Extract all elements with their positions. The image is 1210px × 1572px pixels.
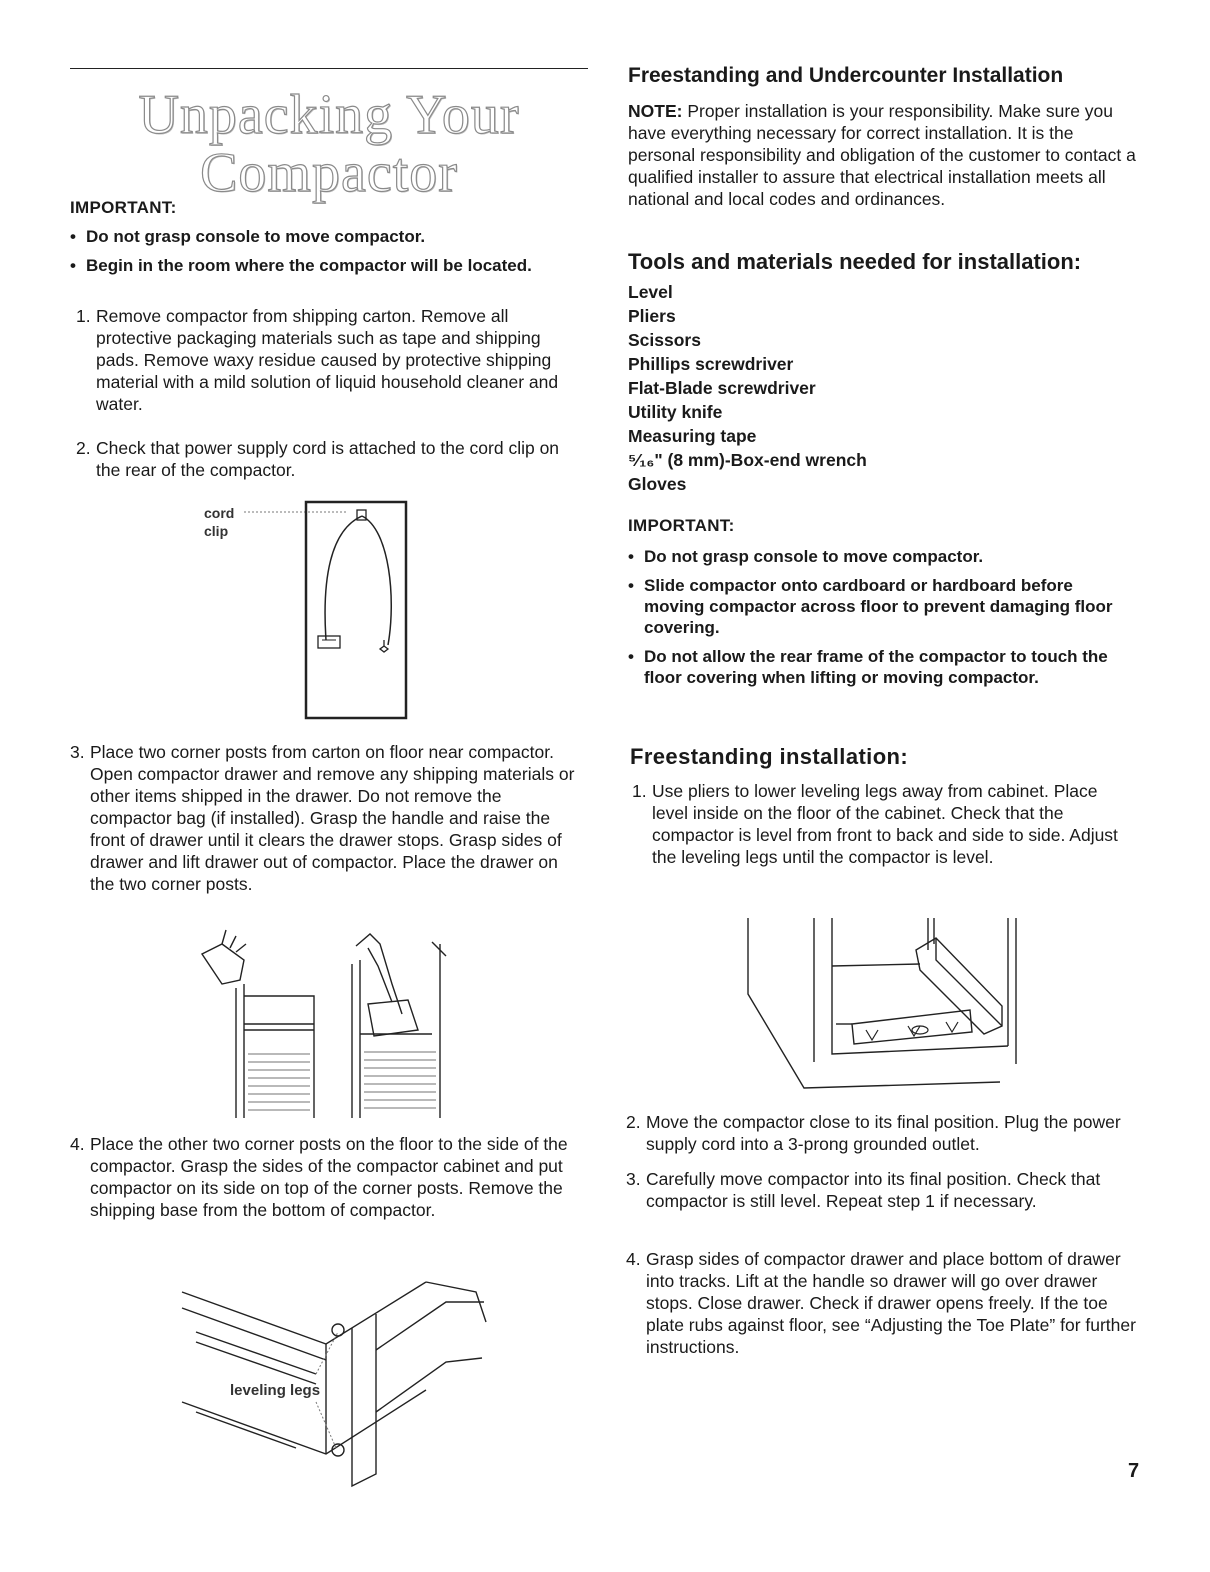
tool-item: Utility knife [628,402,723,422]
note-label: NOTE: [628,101,683,121]
cord-clip-label: cord clip [204,505,235,539]
level-in-cabinet-illustration [740,914,1040,1092]
right-step-2: 2. Move the compactor close to its final position. Plug the power supply cord into a 3-prong grounded outlet. [626,1112,1121,1154]
main-section-heading: Freestanding and Undercounter Installation [628,64,1064,87]
tool-item: Level [628,282,673,302]
important-label-left: IMPORTANT: [70,198,177,217]
right-step-4: 4. Grasp sides of compactor drawer and place bottom of drawer into tracks. Lift at the handle so drawer will go over drawer stops. Close drawer. Check if drawer opens freely. If the toe plate rubs against floor, see “Adjusting the Toe Plate” for further instructions. [626,1249,1136,1357]
bullet-item: • Do not allow the rear frame of the compactor to touch the floor covering when lifting or moving compactor. [628,647,1108,687]
important-bullets-right [628,546,1133,696]
right-step-3: 3. Carefully move compactor into its final position. Check that compactor is still level. Repeat step 1 if necessary. [626,1169,1101,1211]
right-step-1: 1. Use pliers to lower leveling legs away from cabinet. Place level inside on the floor of the cabinet. Check that the compactor is level from front to back and side to side. Adjust the leveling legs until the compactor is level. [632,781,1118,867]
leveling-legs-illustration [176,1262,506,1494]
left-step-1: 1. Remove compactor from shipping carton. Remove all protective packaging materials such as tape and shipping pads. Remove waxy residue caused by protective shipping material with a mild solution of liquid household cleaner and water. [76,306,559,414]
tool-item: Measuring tape [628,426,757,446]
freestanding-heading: Freestanding installation: [630,744,909,769]
bullet-item: • Do not grasp console to move compactor. [70,227,426,246]
left-step-4: 4. Place the other two corner posts on the floor to the side of the compactor. Grasp the sides of the compactor cabinet and put compactor on its side on top of the corner posts. Remove the shipping base from the bottom of compactor. [70,1134,568,1220]
leveling-legs-label: leveling legs [230,1382,321,1399]
tool-item: ⁵⁄₁₆" (8 mm)-Box-end wrench [628,450,867,470]
installation-note [628,100,1138,210]
cord-clip-illustration [240,500,410,722]
title-line-2: Compactor [200,142,458,204]
important-label-right: IMPORTANT: [628,516,735,535]
page-title [70,86,588,202]
tool-item: Pliers [628,306,676,326]
note-text: Proper installation is your responsibility. Make sure you have everything necessary for correct installation. It is the personal responsibility and obligation of the customer to contact a qualified installer to assure that electrical installation meets all national and local codes and ordinances. [628,101,1136,209]
tool-item: Flat-Blade screwdriver [628,378,816,398]
top-rule [70,68,588,69]
title-line-1: Unpacking Your [138,84,520,146]
bullet-item: • Slide compactor onto cardboard or hardboard before moving compactor across floor to prevent damaging floor covering. [628,576,1113,637]
important-bullets-left [70,226,570,284]
left-step-3: 3. Place two corner posts from carton on floor near compactor. Open compactor drawer and remove any shipping materials or other items shipped in the drawer. Do not remove the compactor bag (if installed). Grasp the handle and raise the front of drawer until it clears the drawer stops. Grasp sides of drawer and lift drawer out of compactor. Place the drawer on the two corner posts. [70,742,575,894]
tool-item: Gloves [628,474,687,494]
tools-list [628,280,1128,496]
bullet-item: • Do not grasp console to move compactor. [628,547,984,566]
tools-heading: Tools and materials needed for installation: [628,249,1082,274]
bullet-item: • Begin in the room where the compactor will be located. [70,256,532,275]
drawer-removal-illustration [196,924,466,1120]
left-step-2: 2. Check that power supply cord is attached to the cord clip on the rear of the compactor. [76,438,560,480]
page-number: 7 [1128,1460,1140,1482]
tool-item: Scissors [628,330,701,350]
tool-item: Phillips screwdriver [628,354,794,374]
